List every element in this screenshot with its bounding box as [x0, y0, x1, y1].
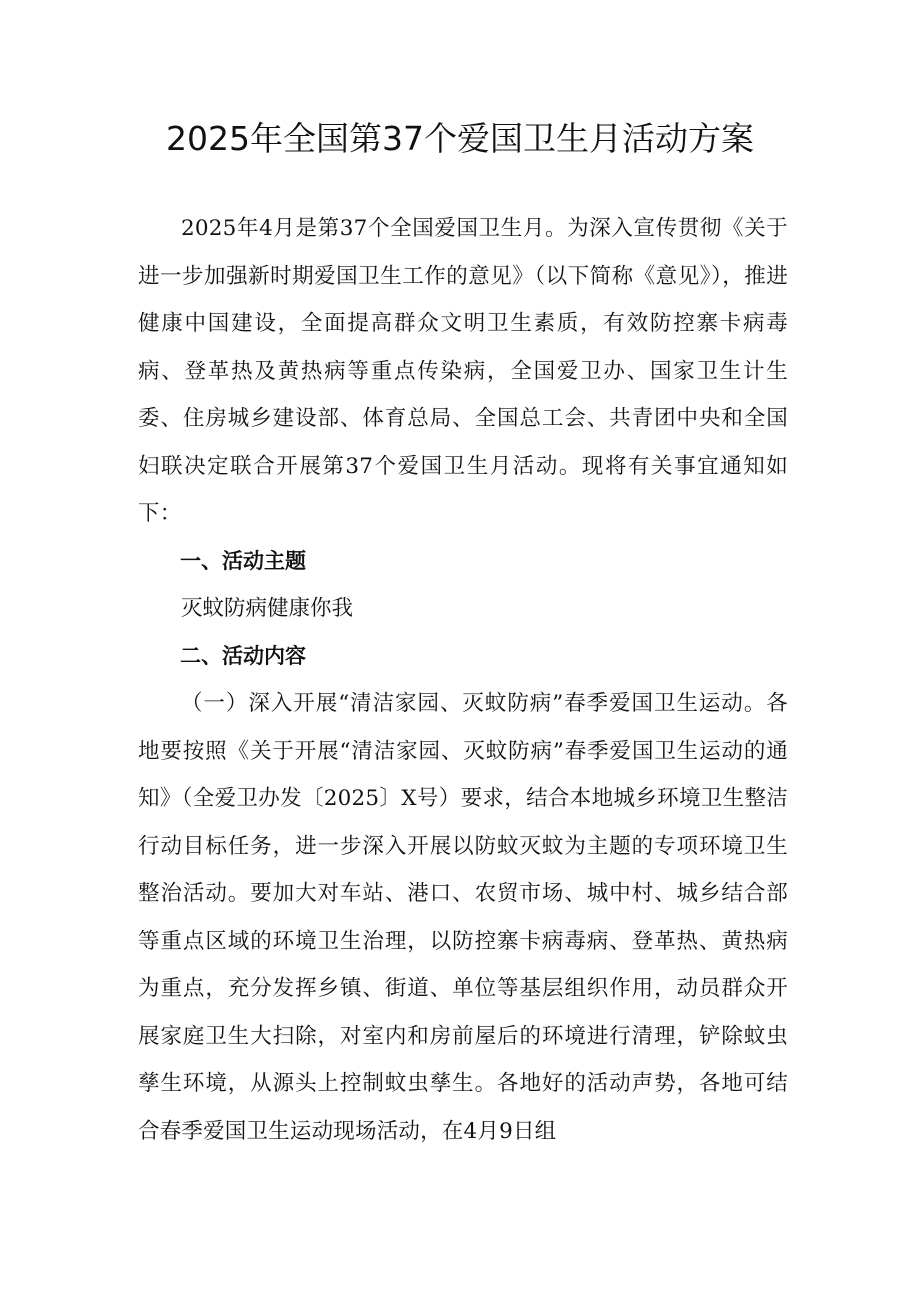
section-1-heading: 一、活动主题 — [180, 548, 306, 573]
activity-theme: 灭蚊防病健康你我 — [181, 596, 354, 621]
intro-paragraph: 2025年4月是第37个全国爱国卫生月。为深入宣传贯彻《关于进一步加强新时期爱国卫生工作的意见》（以下简称《意见》），推进健康中国建设，全面提高群众文明卫生素质，有效防控寨卡病毒病、登革热及黄热病等重点传染病，全国爱卫办、国家卫生计生委、住房城乡建设部、体育总局、全国总工会、共青团中央和全国妇联决定联合开展第37个爱国卫生月活动。现将有关事宜通知如下： — [138, 216, 788, 526]
section-2-heading: 二、活动内容 — [180, 643, 306, 668]
activity-item-1-paragraph: （一）深入开展“清洁家园、灭蚊防病”春季爱国卫生运动。各地要按照《关于开展“清洁家园、灭蚊防病”春季爱国卫生运动的通知》（全爱卫办发〔2025〕X号）要求，结合本地城乡环境卫生整洁行动目标任务，进一步深入开展以防蚊灭蚊为主题的专项环境卫生整治活动。要加大对车站、港口、农贸市场、城中村、城乡结合部等重点区域的环境卫生治理，以防控寨卡病毒病、登革热、黄热病为重点，充分发挥乡镇、街道、单位等基层组织作用，动员群众开展家庭卫生大扫除，对室内和房前屋后的环境进行清理，铲除蚊虫孳生环境，从源头上控制蚊虫孳生。各地好的活动声势，各地可结合春季爱国卫生运动现场活动，在4月9日组 — [138, 691, 788, 1144]
document-title: 2025年全国第37个爱国卫生月活动方案 — [166, 119, 754, 158]
document-body — [138, 205, 788, 1155]
